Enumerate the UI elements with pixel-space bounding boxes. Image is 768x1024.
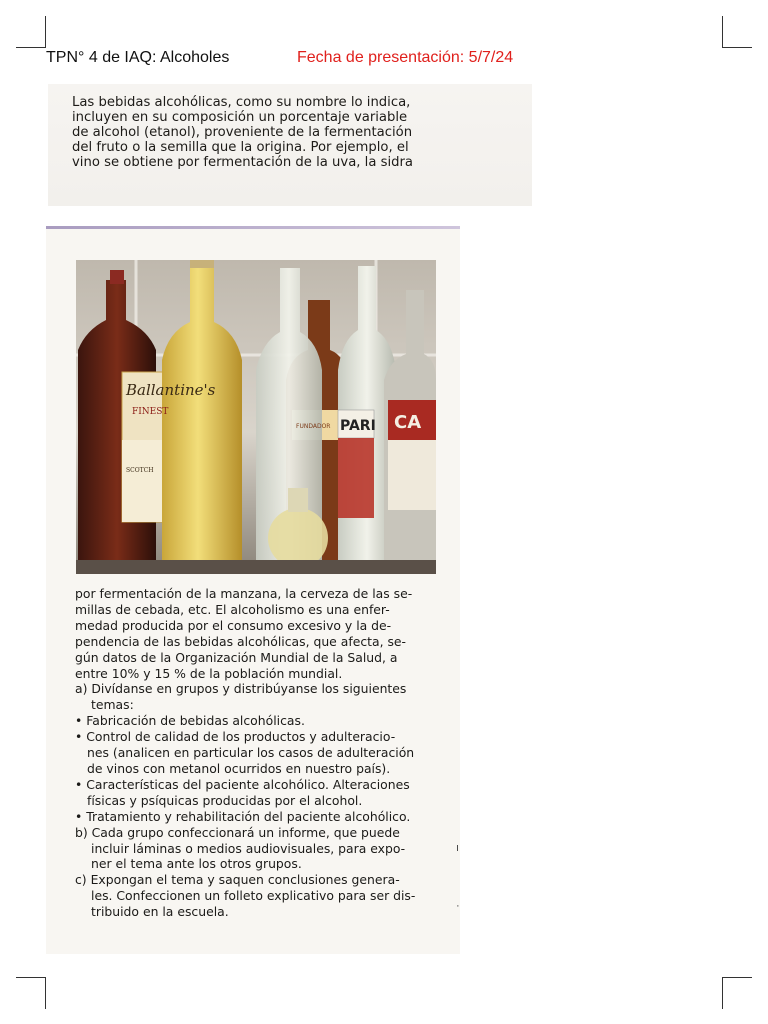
text-line: les. Confeccionen un folleto explicativo para ser dis- [91, 888, 416, 904]
intro-line: incluyen en su composición un porcentaje variable [72, 110, 408, 125]
scan-speck: ı [456, 842, 460, 854]
intro-line: de alcohol (etanol), proveniente de la fermentación [72, 125, 413, 140]
bottles-photo [76, 260, 436, 574]
text-line: entre 10% y 15 % de la población mundial. [75, 665, 343, 681]
text-line: ner el tema ante los otros grupos. [91, 856, 302, 872]
text-line: incluir láminas o medios audiovisuales, para expo- [91, 840, 406, 856]
text-line: tribuido en la escuela. [91, 904, 229, 920]
crop-mark-bottom-right-v [722, 977, 723, 1009]
intro-line: Las bebidas alcohólicas, como su nombre lo indica, [72, 95, 411, 110]
whisky-scotch-label: SCOTCH [126, 467, 154, 474]
bullet-item: • Características del paciente alcohólico. Alteraciones [75, 776, 410, 792]
whisky-brand-label: Ballantine's [126, 381, 216, 399]
text-line: gún datos de la Organización Mundial de la Salud, a [75, 649, 398, 665]
text-line: temas: [91, 697, 134, 713]
crop-mark-bottom-left-h [16, 977, 46, 978]
list-item-b: b) Cada grupo confeccionará un informe, que puede [75, 824, 400, 840]
text-line: pendencia de las bebidas alcohólicas, que afecta, se- [75, 633, 407, 649]
bullet-item: • Fabricación de bebidas alcohólicas. [75, 713, 305, 729]
crop-mark-bottom-right-h [722, 977, 752, 978]
text-line: físicas y psíquicas producidas por el alcohol. [87, 792, 363, 808]
crop-mark-top-right-v [722, 16, 723, 48]
intro-line: del fruto o la semilla que la origina. Por ejemplo, el [72, 140, 409, 155]
text-line: nes (analicen en particular los casos de adulteración [87, 745, 415, 761]
text-line: de vinos con metanol ocurridos en nuestro país). [87, 760, 391, 776]
crop-mark-bottom-left-v [45, 977, 46, 1009]
intro-paragraph [72, 95, 512, 170]
text-line: medad producida por el consumo excesivo y la de- [75, 617, 392, 633]
intro-line: vino se obtiene por fermentación de la uva, la sidra [72, 155, 414, 170]
list-item-c: c) Expongan el tema y saquen conclusiones genera- [75, 872, 400, 888]
crop-mark-top-right-h [722, 47, 752, 48]
bullet-item: • Control de calidad de los productos y adulteracio- [75, 729, 396, 745]
whisky-finest-label: FINEST [132, 407, 169, 417]
crop-mark-top-left-v [45, 16, 46, 48]
campari-label: PARI [340, 418, 376, 434]
assignment-text [75, 586, 439, 920]
campari-label-2: CA [394, 412, 422, 433]
crop-mark-top-left-h [16, 47, 46, 48]
due-date: Fecha de presentación: 5/7/24 [297, 49, 514, 66]
page-title: TPN° 4 de IAQ: Alcoholes [46, 49, 230, 66]
textbook-scan [46, 226, 460, 954]
fundador-label: FUNDADOR [296, 423, 331, 430]
bullet-item: • Tratamiento y rehabilitación del paciente alcohólico. [75, 808, 411, 824]
bottles-illustration [76, 260, 436, 574]
scan-speck: · [456, 900, 460, 912]
intro-scan [48, 84, 532, 206]
text-line: por fermentación de la manzana, la cerveza de las se- [75, 586, 413, 601]
scan-edge-line [46, 226, 460, 229]
list-item-a: a) Divídanse en grupos y distribúyanse los siguientes [75, 681, 407, 697]
text-line: millas de cebada, etc. El alcoholismo es una enfer- [75, 601, 390, 617]
